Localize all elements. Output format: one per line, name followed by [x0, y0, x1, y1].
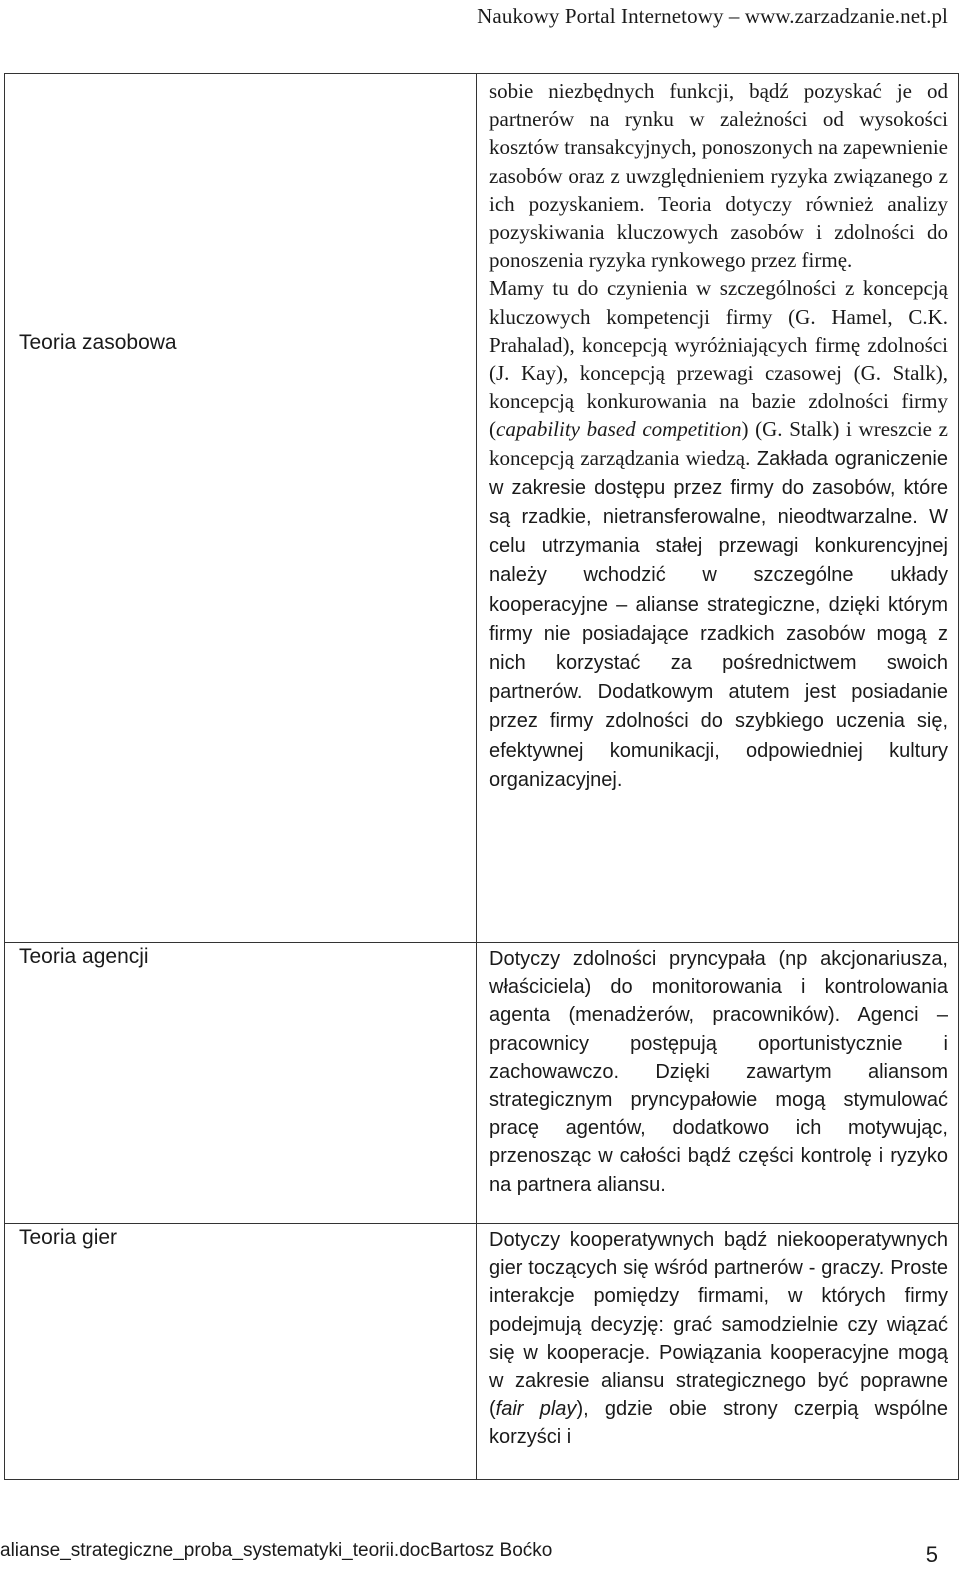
page-header: Naukowy Portal Internetowy – www.zarzadzanie.net.pl — [477, 4, 948, 28]
description-paragraph — [477, 274, 958, 794]
description-italic: capability based competition — [496, 417, 742, 442]
theory-description-cell — [477, 1224, 959, 1480]
theory-name: Teoria gier — [19, 1226, 118, 1249]
description-text: Agenci – pracownicy postępują oportunistycznie i zachowawczo. — [489, 1004, 948, 1083]
theories-table — [4, 73, 959, 1480]
theory-name-cell — [5, 943, 477, 1224]
description-paragraph — [477, 1224, 958, 1452]
description-text: Dotyczy kooperatywnych bądź niekooperatywnych gier toczących się wśród partnerów - graczy. — [489, 1229, 948, 1280]
theory-name-cell — [5, 74, 477, 943]
theory-description-cell — [477, 74, 959, 943]
description-text: Zakłada ograniczenie w zakresie dostępu przez firmy do zasobów, które są rzadkie, nietransferowalne, nieodtwarzalne. W celu utrzymania stałej przewagi konkurencyjnej należy wchodzić w szczególne układy kooperacyjne – alianse strategiczne, dzięki którym firmy nie posiadające rzadkich zasobów mogą z nich korzystać za pośrednictwem swoich partnerów. Dodatkowym atutem jest posiadanie przez firmy zdolności do szybkiego uczenia się, efektywnej komunikacji, odpowiedniej kultury organizacyjnej. — [489, 447, 948, 791]
description-text: Proste interakcje pomiędzy firmami, w których firmy podejmują decyzję: grać samodzielnie czy wiązać się w kooperacje. — [489, 1257, 949, 1364]
description-paragraph — [477, 943, 958, 1199]
table-row — [5, 74, 959, 943]
description-paragraph: sobie niezbędnych funkcji, bądź pozyskać je od partnerów na rynku w zależności od wysokości kosztów transakcyjnych, ponoszonych na zapewnienie zasobów oraz z uwzględnieniem ryzyka związanego z ich pozyskaniem. Teoria dotyczy również analizy pozyskiwania kluczowych zasobów i zdolności do ponoszenia ryzyka rynkowego przez firmę. — [489, 79, 948, 273]
description-text: Mamy tu do czynienia w szczególności z koncepcją kluczowych kompetencji firmy (G. Hamel, C.K. Prahalad), koncepcją wyróżniających firmę zdolności (J. Kay), koncepcją przewagi czasowej (G. Stalk), koncepcją konkurowania na bazie zdolności firmy ( — [489, 276, 948, 442]
description-text: Dzięki zawartym aliansom strategicznym pryncypałowie mogą stymulować pracę agentów, dodatkowo ich motywując, przenosząc w całości bądź części kontrolę i ryzyko na partnera aliansu. — [489, 1060, 948, 1196]
description-text: Powiązania kooperacyjne mogą w zakresie aliansu strategicznego być poprawne ( — [489, 1341, 948, 1421]
theory-name: Teoria agencji — [19, 945, 149, 968]
table-row — [5, 1224, 959, 1480]
footer-filename: alianse_strategiczne_proba_systematyki_teorii.doc — [0, 1540, 430, 1561]
theory-description-cell — [477, 943, 959, 1224]
page-footer — [0, 1540, 552, 1562]
theory-name-cell — [5, 1224, 477, 1480]
description-text: ) (G. Stalk) i wreszcie z koncepcją zarządzania wiedzą. — [489, 417, 948, 470]
description-italic: fair play — [495, 1398, 577, 1421]
page-number: 5 — [925, 1542, 938, 1567]
description-text: Dotyczy zdolności pryncypała (np akcjonariusza, właściciela) do monitorowania i kontrolowania agenta (menadżerów, pracowników). — [489, 948, 948, 1027]
theory-name: Teoria zasobowa — [19, 331, 177, 354]
description-text: ), gdzie obie strony czerpią wspólne korzyści i — [489, 1398, 948, 1449]
table-row — [5, 943, 959, 1224]
footer-author: Bartosz Boćko — [429, 1540, 553, 1561]
